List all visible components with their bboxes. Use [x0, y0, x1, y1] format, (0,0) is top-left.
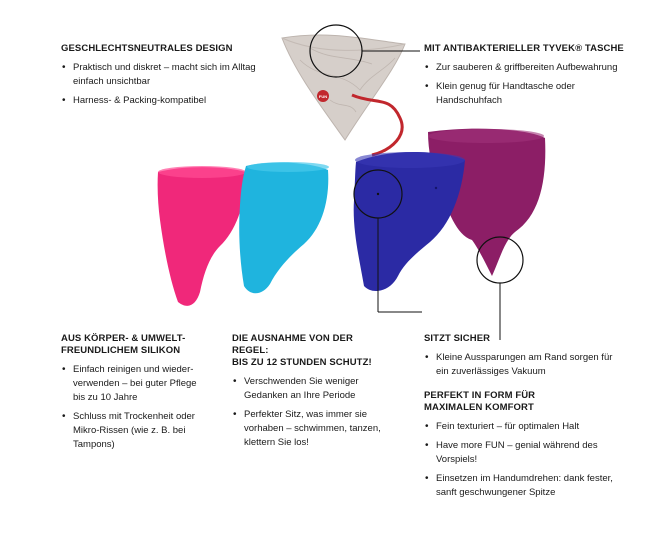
- pouch-bullets: [424, 61, 624, 108]
- pouch-heading: MIT ANTIBAKTERIELLER TYVEK® TASCHE: [424, 43, 624, 54]
- list-item: • Fein texturiert – für optimalen Halt: [424, 420, 624, 434]
- fit-section: [424, 333, 624, 384]
- protection-heading-1: DIE AUSNAHME VON DER REGEL:: [232, 333, 353, 356]
- list-item: • Klein genug für Handtasche oder Handschuhfach: [424, 80, 624, 108]
- list-item: • Einsetzen im Handumdrehen: dank fester, sanft geschwungener Spitze: [424, 472, 624, 500]
- comfort-heading-2: MAXIMALEN KOMFORT: [424, 402, 534, 413]
- fun-logo-text: FUN: [318, 94, 328, 99]
- design-bullets: [61, 61, 261, 108]
- pouch-section: [424, 43, 624, 113]
- list-item: • Have more FUN – genial während des Vorspiels!: [424, 439, 624, 467]
- list-item: • Harness- & Packing-kompatibel: [61, 94, 261, 108]
- list-item: • Schluss mit Trockenheit oder Mikro-Rissen (wie z. B. bei Tampons): [61, 410, 211, 452]
- cup-pink: [158, 167, 246, 306]
- comfort-section: [424, 390, 624, 505]
- cup-blue: [354, 152, 465, 291]
- silicone-bullets: [61, 363, 211, 452]
- fit-bullets: [424, 351, 624, 379]
- list-item: • Perfekter Sitz, was immer sie vorhaben – schwimmen, tanzen, klettern Sie los!: [232, 408, 392, 450]
- silicone-heading-1: AUS KÖRPER- & UMWELT-: [61, 333, 186, 344]
- comfort-heading-1: PERFEKT IN FORM FÜR: [424, 390, 536, 401]
- comfort-bullets: [424, 420, 624, 500]
- list-item: • Kleine Aussparungen am Rand sorgen für ein zuverlässiges Vakuum: [424, 351, 624, 379]
- silicone-section: [61, 333, 211, 457]
- design-section: [61, 43, 261, 113]
- protection-heading-2: BIS ZU 12 STUNDEN SCHUTZ!: [232, 357, 372, 368]
- cup-cyan: [239, 163, 328, 294]
- fit-heading: SITZT SICHER: [424, 333, 491, 344]
- list-item: • Praktisch und diskret – macht sich im Alltag einfach unsichtbar: [61, 61, 261, 89]
- list-item: • Einfach reinigen und wieder-verwenden – bei guter Pflege bis zu 10 Jahre: [61, 363, 211, 405]
- list-item: • Zur sauberen & griffbereiten Aufbewahrung: [424, 61, 624, 75]
- design-heading: GESCHLECHTSNEUTRALES DESIGN: [61, 43, 233, 54]
- protection-section: [232, 333, 392, 455]
- silicone-heading-2: FREUNDLICHEM SILIKON: [61, 345, 181, 356]
- list-item: • Verschwenden Sie weniger Gedanken an Ihre Periode: [232, 375, 392, 403]
- protection-bullets: [232, 375, 392, 450]
- tyvek-pouch: [282, 35, 405, 155]
